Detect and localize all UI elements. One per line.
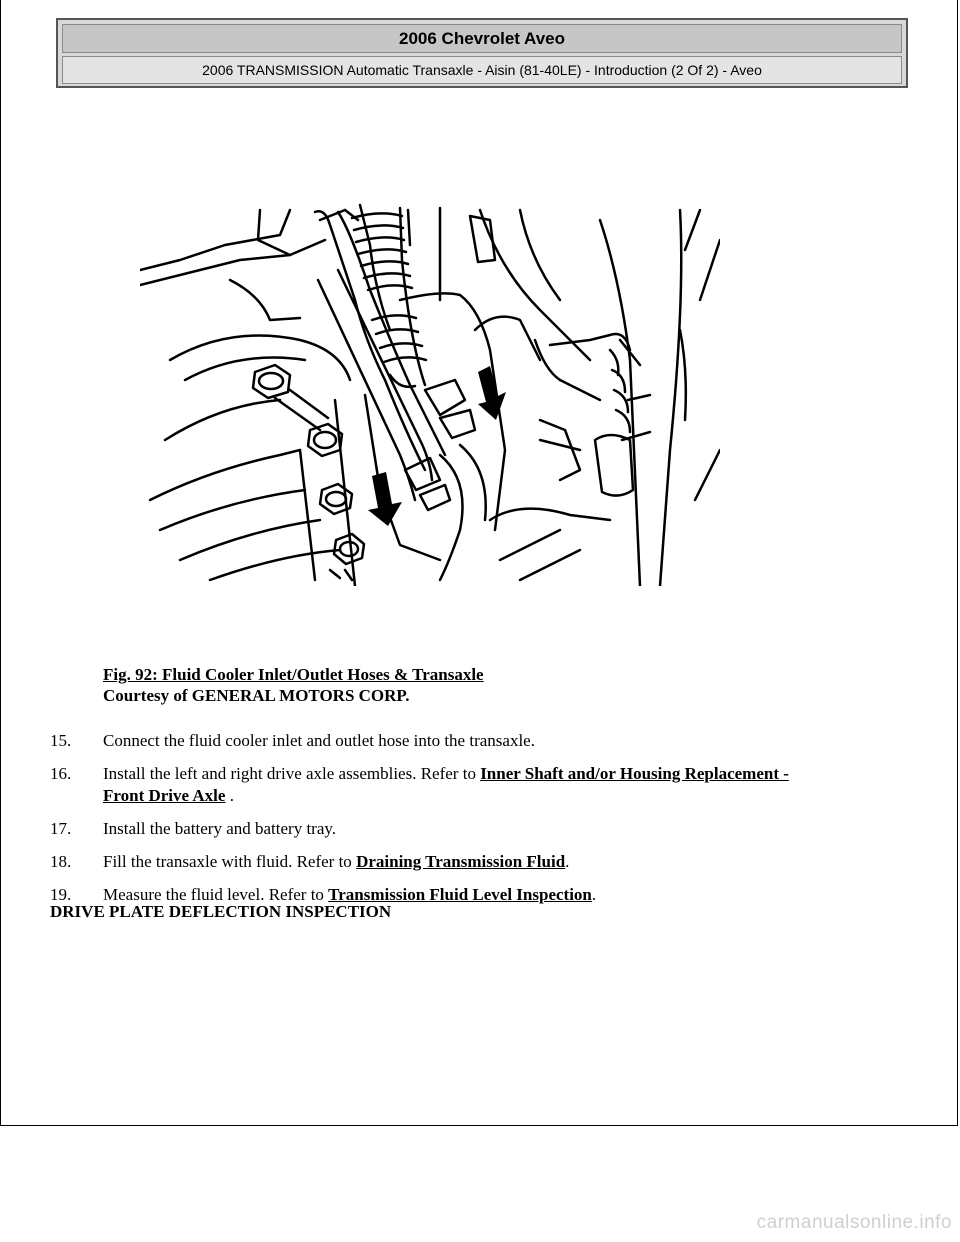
figure-credit: Courtesy of GENERAL MOTORS CORP. — [103, 686, 410, 705]
front-drive-axle-link[interactable]: Front Drive Axle — [103, 786, 226, 805]
draining-fluid-link[interactable]: Draining Transmission Fluid — [356, 852, 566, 871]
step-text: Fill the transaxle with fluid. Refer to — [103, 852, 357, 871]
document-title: 2006 Chevrolet Aveo — [62, 24, 902, 53]
step-number: 15. — [50, 731, 72, 750]
figure-caption — [103, 664, 484, 706]
step-text-end: . — [225, 786, 234, 805]
step-text: Install the battery and battery tray. — [103, 819, 337, 838]
fluid-level-inspection-link[interactable]: Transmission Fluid Level Inspection — [328, 885, 592, 904]
step-text: Install the left and right drive axle assemblies. Refer to — [103, 764, 481, 783]
document-subtitle: 2006 TRANSMISSION Automatic Transaxle - Aisin (81-40LE) - Introduction (2 Of 2) - Aveo — [62, 56, 902, 84]
figure-title: Fig. 92: Fluid Cooler Inlet/Outlet Hoses & Transaxle — [103, 665, 484, 684]
watermark: carmanualsonline.info — [756, 1212, 952, 1233]
step-text-end: . — [591, 885, 597, 904]
fluid-cooler-hoses-illustration — [140, 200, 720, 586]
step-number: 17. — [50, 819, 72, 838]
step-text: Measure the fluid level. Refer to — [103, 885, 329, 904]
step-17 — [50, 818, 910, 840]
inner-shaft-link[interactable]: Inner Shaft and/or Housing Replacement - — [480, 764, 789, 783]
step-number: 16. — [50, 764, 72, 783]
document-header — [56, 18, 908, 88]
section-heading: DRIVE PLATE DEFLECTION INSPECTION — [50, 902, 392, 921]
step-number: 19. — [50, 885, 72, 904]
step-text-end: . — [565, 852, 570, 871]
step-18 — [50, 851, 910, 873]
procedure-steps — [50, 730, 910, 917]
step-text: Connect the fluid cooler inlet and outlet hose into the transaxle. — [103, 731, 535, 750]
step-15 — [50, 730, 910, 752]
step-16 — [50, 763, 910, 807]
step-number: 18. — [50, 852, 72, 871]
